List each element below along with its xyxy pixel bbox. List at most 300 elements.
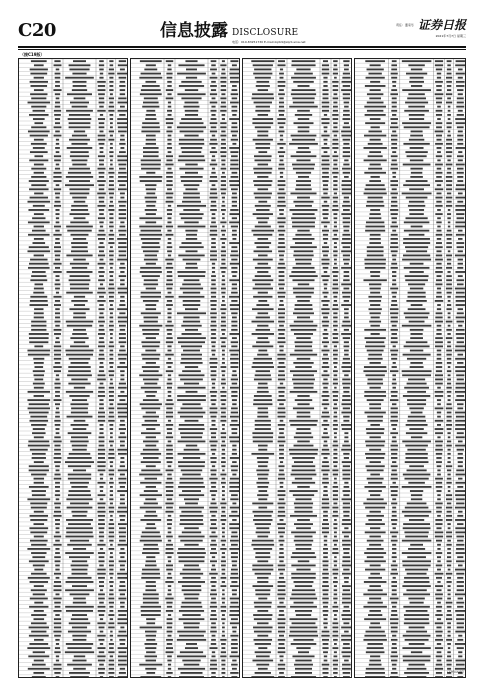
cell-text xyxy=(54,329,62,331)
cell-text xyxy=(167,93,171,95)
cell-text xyxy=(334,478,337,480)
cell-text xyxy=(181,606,203,608)
cell-text xyxy=(333,89,339,91)
cell-text xyxy=(391,627,398,629)
cell-text xyxy=(140,540,162,542)
cell-text xyxy=(255,374,271,376)
cell-text xyxy=(457,432,464,434)
cell-text xyxy=(168,292,172,294)
cell-text xyxy=(167,114,171,116)
cell-text xyxy=(168,527,172,529)
cell-text xyxy=(179,168,203,170)
cell-text xyxy=(333,317,337,319)
cell-text xyxy=(231,643,238,645)
cell-text xyxy=(323,399,329,401)
cell-text xyxy=(177,655,206,657)
cell-text xyxy=(229,548,239,550)
cell-text xyxy=(391,614,398,616)
cell-text xyxy=(370,275,379,277)
cell-text xyxy=(55,321,61,323)
cell-text xyxy=(120,465,125,467)
cell-text xyxy=(411,69,423,71)
cell-text xyxy=(447,664,452,666)
cell-text xyxy=(324,536,328,538)
cell-text xyxy=(55,569,59,571)
cell-text xyxy=(34,639,44,641)
cell-text xyxy=(28,577,50,579)
cell-text xyxy=(165,511,173,513)
cell-text xyxy=(405,102,428,104)
cell-text xyxy=(141,238,161,240)
cell-text xyxy=(99,366,103,368)
cell-text xyxy=(436,635,442,637)
cell-text xyxy=(391,474,397,476)
cell-text xyxy=(177,205,206,207)
cell-text xyxy=(408,308,426,310)
cell-text xyxy=(447,420,452,422)
cell-text xyxy=(322,589,328,591)
cell-text xyxy=(146,465,156,467)
cell-text xyxy=(73,602,86,604)
cell-text xyxy=(296,296,312,298)
cell-text xyxy=(455,445,465,447)
cell-text xyxy=(231,544,238,546)
cell-text xyxy=(209,573,217,575)
cell-text xyxy=(210,85,217,87)
cell-text xyxy=(120,432,125,434)
cell-text xyxy=(455,188,465,190)
cell-text xyxy=(344,374,348,376)
cell-text xyxy=(119,77,127,79)
cell-text xyxy=(229,436,239,438)
cell-text xyxy=(255,275,271,277)
cell-text xyxy=(143,416,159,418)
cell-text xyxy=(324,131,327,133)
cell-text xyxy=(365,486,386,488)
cell-text xyxy=(177,395,206,397)
cell-text xyxy=(232,143,236,145)
cell-text xyxy=(73,312,85,314)
cell-text xyxy=(110,631,112,633)
cell-text xyxy=(184,279,200,281)
cell-text xyxy=(333,457,337,459)
cell-text xyxy=(435,428,444,430)
cell-text xyxy=(322,374,330,376)
cell-text xyxy=(32,664,46,666)
cell-text xyxy=(344,102,350,104)
cell-text xyxy=(99,441,105,443)
cell-text xyxy=(341,366,351,368)
cell-text xyxy=(222,602,225,604)
cell-text xyxy=(456,573,464,575)
cell-text xyxy=(119,205,126,207)
cell-text xyxy=(446,81,452,83)
cell-text xyxy=(258,668,268,670)
cell-text xyxy=(54,573,61,575)
cell-text xyxy=(54,304,61,306)
cell-text xyxy=(56,221,60,223)
cell-text xyxy=(230,209,238,211)
cell-text xyxy=(323,565,329,567)
cell-text xyxy=(257,622,268,624)
cell-text xyxy=(455,593,466,595)
cell-text xyxy=(344,457,349,459)
cell-text xyxy=(100,676,103,678)
cell-text xyxy=(71,407,88,409)
cell-text xyxy=(140,482,161,484)
cell-text xyxy=(183,350,200,352)
cell-text xyxy=(231,188,238,190)
cell-text xyxy=(333,631,338,633)
contact-line: 电话：010-83251730 E-mail:zqrb9@zqrb.sina.net xyxy=(232,40,306,44)
cell-text xyxy=(278,639,286,641)
cell-text xyxy=(447,540,451,542)
cell-text xyxy=(55,283,61,285)
cell-text xyxy=(446,255,452,257)
cell-text xyxy=(167,627,172,629)
cell-text xyxy=(31,474,46,476)
cell-text xyxy=(97,544,105,546)
cell-text xyxy=(410,263,424,265)
cell-text xyxy=(210,660,216,662)
cell-text xyxy=(457,312,464,314)
cell-text xyxy=(211,114,215,116)
cell-text xyxy=(179,155,205,157)
cell-text xyxy=(212,635,216,637)
cell-text xyxy=(435,317,442,319)
cell-text xyxy=(365,569,385,571)
cell-text xyxy=(277,292,285,294)
cell-text xyxy=(34,77,44,79)
cell-text xyxy=(140,180,162,182)
cell-text xyxy=(254,172,272,174)
cell-text xyxy=(222,635,225,637)
cell-text xyxy=(391,135,397,137)
cell-text xyxy=(297,358,311,360)
cell-text xyxy=(110,403,114,405)
cell-text xyxy=(278,122,286,124)
cell-text xyxy=(56,143,59,145)
cell-text xyxy=(446,387,451,389)
cell-text xyxy=(56,184,60,186)
cell-text xyxy=(141,164,161,166)
cell-text xyxy=(321,135,329,137)
cell-text xyxy=(457,589,464,591)
cell-text xyxy=(230,387,239,389)
cell-text xyxy=(333,275,338,277)
cell-text xyxy=(109,449,114,451)
cell-text xyxy=(258,647,267,649)
cell-text xyxy=(222,614,225,616)
cell-text xyxy=(436,155,442,157)
cell-text xyxy=(100,589,103,591)
cell-text xyxy=(34,238,44,240)
cell-text xyxy=(437,544,441,546)
cell-text xyxy=(211,329,217,331)
cell-text xyxy=(447,362,451,364)
cell-text xyxy=(184,106,200,108)
cell-text xyxy=(56,527,60,529)
cell-text xyxy=(446,246,452,248)
cell-text xyxy=(407,399,426,401)
cell-text xyxy=(110,490,113,492)
cell-text xyxy=(110,197,114,199)
cell-text xyxy=(109,581,114,583)
cell-text xyxy=(297,403,309,405)
cell-text xyxy=(404,126,430,128)
cell-text xyxy=(456,664,465,666)
cell-text xyxy=(211,238,215,240)
cell-text xyxy=(146,143,156,145)
cell-text xyxy=(27,498,50,500)
cell-text xyxy=(344,482,348,484)
cell-text xyxy=(221,379,225,381)
cell-text xyxy=(181,358,202,360)
cell-text xyxy=(34,308,43,310)
cell-text xyxy=(323,97,329,99)
cell-text xyxy=(411,651,422,653)
cell-text xyxy=(100,618,103,620)
cell-text xyxy=(211,569,216,571)
cell-text xyxy=(341,333,351,335)
cell-text xyxy=(109,416,115,418)
cell-text xyxy=(295,341,313,343)
issue-date: 2021年7月7日 星期三 xyxy=(435,34,466,38)
cell-text xyxy=(110,114,114,116)
cell-text xyxy=(344,197,349,199)
cell-text xyxy=(410,362,422,364)
cell-text xyxy=(30,93,47,95)
cell-text xyxy=(168,64,171,66)
cell-text xyxy=(145,184,156,186)
cell-text xyxy=(53,515,61,517)
cell-text xyxy=(458,131,463,133)
cell-text xyxy=(179,374,205,376)
cell-text xyxy=(72,106,88,108)
cell-text xyxy=(232,370,236,372)
cell-text xyxy=(278,110,284,112)
cell-text xyxy=(109,407,115,409)
cell-text xyxy=(229,221,239,223)
cell-text xyxy=(323,354,328,356)
cell-text xyxy=(211,598,216,600)
cell-text xyxy=(323,651,328,653)
cell-text xyxy=(165,598,173,600)
cell-text xyxy=(72,89,87,91)
cell-text xyxy=(110,428,114,430)
cell-text xyxy=(109,271,114,273)
cell-text xyxy=(168,614,171,616)
cell-text xyxy=(109,296,114,298)
cell-text xyxy=(54,622,62,624)
cell-text xyxy=(166,672,172,674)
cell-text xyxy=(232,631,236,633)
cell-text xyxy=(209,362,217,364)
cell-text xyxy=(293,312,314,314)
cell-text xyxy=(27,548,50,550)
cell-text xyxy=(332,515,338,517)
cell-text xyxy=(210,457,216,459)
cell-text xyxy=(333,337,338,339)
cell-text xyxy=(119,151,126,153)
cell-text xyxy=(403,565,431,567)
cell-text xyxy=(368,197,383,199)
cell-text xyxy=(167,333,172,335)
cell-text xyxy=(185,329,198,331)
cell-text xyxy=(229,350,239,352)
cell-text xyxy=(334,263,337,265)
cell-text xyxy=(323,445,328,447)
cell-text xyxy=(99,325,104,327)
cell-text xyxy=(458,325,462,327)
cell-text xyxy=(222,118,225,120)
cell-text xyxy=(332,606,338,608)
cell-text xyxy=(390,370,398,372)
cell-text xyxy=(55,482,60,484)
cell-text xyxy=(322,664,330,666)
cell-text xyxy=(447,556,451,558)
cell-text xyxy=(109,213,113,215)
cell-text xyxy=(109,536,115,538)
cell-text xyxy=(392,548,396,550)
cell-text xyxy=(166,457,173,459)
cell-text xyxy=(456,300,465,302)
cell-text xyxy=(342,469,350,471)
cell-text xyxy=(56,292,59,294)
cell-text xyxy=(364,106,386,108)
cell-text xyxy=(211,622,216,624)
cell-text xyxy=(390,412,397,414)
cell-text xyxy=(437,350,441,352)
cell-text xyxy=(455,412,465,414)
cell-text xyxy=(365,230,385,232)
cell-text xyxy=(293,407,314,409)
cell-text xyxy=(99,159,104,161)
cell-text xyxy=(65,77,94,79)
cell-text xyxy=(253,627,273,629)
cell-text xyxy=(109,573,113,575)
cell-text xyxy=(74,131,85,133)
cell-text xyxy=(391,494,398,496)
cell-text xyxy=(71,205,88,207)
cell-text xyxy=(165,403,173,405)
cell-text xyxy=(390,676,399,678)
cell-text xyxy=(278,474,284,476)
cell-text xyxy=(334,366,337,368)
cell-text xyxy=(298,131,310,133)
cell-text xyxy=(257,635,268,637)
cell-text xyxy=(390,618,399,620)
cell-text xyxy=(297,230,309,232)
cell-text xyxy=(231,552,238,554)
cell-text xyxy=(294,333,313,335)
cell-text xyxy=(369,242,381,244)
cell-text xyxy=(323,379,327,381)
cell-text xyxy=(31,176,46,178)
cell-text xyxy=(323,267,329,269)
cell-text xyxy=(402,486,432,488)
cell-text xyxy=(334,602,337,604)
cell-text xyxy=(229,482,239,484)
cell-text xyxy=(322,110,329,112)
cell-text xyxy=(447,304,451,306)
cell-text xyxy=(391,321,398,323)
cell-text xyxy=(183,259,201,261)
cell-text xyxy=(391,581,397,583)
cell-text xyxy=(292,60,316,62)
cell-text xyxy=(221,325,227,327)
cell-text xyxy=(279,552,283,554)
cell-text xyxy=(295,478,312,480)
cell-text xyxy=(290,598,317,600)
cell-text xyxy=(291,135,317,137)
cell-text xyxy=(185,230,197,232)
cell-text xyxy=(405,536,428,538)
cell-text xyxy=(342,560,350,562)
cell-text xyxy=(179,560,205,562)
cell-text xyxy=(333,672,338,674)
cell-text xyxy=(447,271,450,273)
cell-text xyxy=(322,391,328,393)
cell-text xyxy=(222,527,225,529)
cell-text xyxy=(55,255,60,257)
cell-text xyxy=(435,271,443,273)
cell-text xyxy=(344,341,349,343)
cell-text xyxy=(210,544,217,546)
cell-text xyxy=(71,143,87,145)
cell-text xyxy=(145,304,156,306)
cell-text xyxy=(321,275,329,277)
cell-text xyxy=(110,159,113,161)
cell-text xyxy=(97,379,106,381)
cell-text xyxy=(99,60,103,62)
cell-text xyxy=(182,283,201,285)
cell-text xyxy=(296,337,310,339)
cell-text xyxy=(108,453,114,455)
cell-text xyxy=(168,106,172,108)
cell-text xyxy=(109,606,113,608)
cell-text xyxy=(232,135,237,137)
cell-text xyxy=(32,217,45,219)
cell-text xyxy=(367,643,382,645)
cell-text xyxy=(370,387,381,389)
cell-text xyxy=(291,77,316,79)
cell-text xyxy=(100,631,104,633)
cell-text xyxy=(293,494,314,496)
cell-text xyxy=(142,275,160,277)
cell-text xyxy=(341,242,351,244)
cell-text xyxy=(436,114,442,116)
cell-text xyxy=(341,283,351,285)
cell-text xyxy=(98,598,105,600)
cell-text xyxy=(392,498,396,500)
cell-text xyxy=(167,655,172,657)
cell-text xyxy=(342,428,351,430)
cell-text xyxy=(334,193,337,195)
cell-text xyxy=(167,77,173,79)
cell-text xyxy=(456,482,465,484)
cell-text xyxy=(168,391,172,393)
cell-text xyxy=(324,226,327,228)
cell-text xyxy=(392,556,397,558)
cell-text xyxy=(257,474,268,476)
cell-text xyxy=(118,172,126,174)
cell-text xyxy=(391,416,398,418)
cell-text xyxy=(72,573,88,575)
cell-text xyxy=(391,267,398,269)
cell-text xyxy=(97,569,105,571)
cell-text xyxy=(168,676,171,678)
